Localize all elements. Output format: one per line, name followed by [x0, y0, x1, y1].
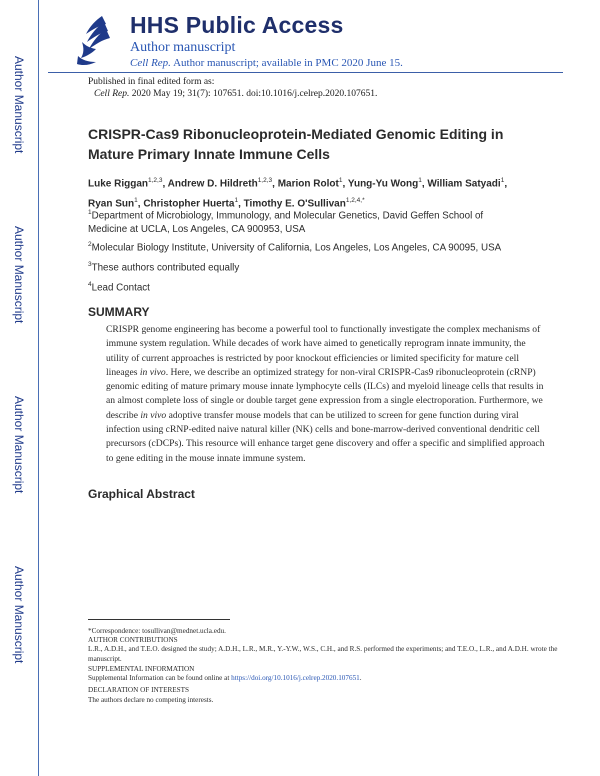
- summary-heading: SUMMARY: [88, 305, 150, 319]
- author: Timothy E. O'Sullivan: [243, 198, 346, 210]
- supplemental-heading: SUPPLEMENTAL INFORMATION: [88, 665, 195, 673]
- affiliation-2: $^2$Molecular Biology Institute, University of California, Los Angeles, Los Angeles, CA 90095, USA: [88, 241, 502, 254]
- side-banner-label-3: Author Manuscript: [12, 396, 26, 494]
- author: Marion Rolot: [277, 178, 339, 190]
- author-list: Luke Riggan$^{1,2,3}$, Andrew D. Hildreth$^{1,2,3}$, Marion Rolot$^1$, Yung-Yu Wong$^1$, William Satyadi$^1$, Ryan Sun$^1$, Christopher Huerta$^1$, Timothy E. O'Sullivan$^{1,2,4,*}$: [88, 177, 508, 210]
- affiliation-4: $^4$Lead Contact: [88, 281, 150, 294]
- availability-line: [130, 57, 403, 69]
- doi-link[interactable]: https://doi.org/10.1016/j.celrep.2020.107651: [231, 674, 360, 682]
- journal-name: Cell Rep.: [130, 57, 171, 69]
- contributions-text: L.R., A.D.H., and T.E.O. designed the study; A.D.H., L.R., M.R., Y.-Y.W., W.S., C.H., and R.S. performed the experiments; and T.E.O., L.R., and A.D.H. wrote the manuscript.: [88, 645, 558, 663]
- author-manuscript-subtitle: Author manuscript: [130, 40, 236, 55]
- correspondence-note: *Correspondence: tosullivan@mednet.ucla.edu.: [88, 627, 226, 635]
- author: Luke Riggan: [88, 178, 149, 190]
- supplemental-text: Supplemental Information can be found online at https://doi.org/10.1016/j.celrep.2020.107651.: [88, 674, 362, 682]
- summary-text: CRISPR genome engineering has become a powerful tool to functionally investigate the complex mechanisms of immune system regulation. While decades of work have aimed to genetically reprogram innate immunity, the utility of current approaches is restricted by poor knockout efficiencies or limited specificity for mature cell lineages in vivo. Here, we describe an optimized strategy for non-viral CRISPR-Cas9 ribonucleoprotein (cRNP) genomic editing of mature primary mouse innate lymphocyte cells (ILCs) and myeloid lineage cells that results in an almost complete loss of single or double target gene expression from a single electroporation. Furthermore, we describe in vivo adoptive transfer mouse models that can be utilized to screen for gene function during viral infection using cRNP-edited naive natural killer (NK) cells and bone-marrow-derived conventional dendritic cell precursors (cDCPs). This resource will enhance target gene discovery and offer a specific and simplified approach to gene editing in the mouse innate immune system.: [106, 324, 545, 464]
- citation-text: 2020 May 19; 31(7): 107651. doi:10.1016/j.celrep.2020.107651.: [129, 89, 378, 99]
- header-rule: [48, 72, 563, 73]
- side-banner-label-1: Author Manuscript: [12, 56, 26, 154]
- affiliation-1: $^1$Department of Microbiology, Immunology, and Molecular Genetics, David Geffen School of Medicine at UCLA, Los Angeles, CA 900953, USA: [88, 209, 484, 236]
- hhs-eagle-logo-icon: [72, 12, 116, 68]
- side-banner-rule: [38, 0, 39, 776]
- side-banner-label-2: Author Manuscript: [12, 226, 26, 324]
- author: Ryan Sun: [88, 198, 135, 210]
- author: William Satyadi: [427, 178, 501, 190]
- availability-text: Author manuscript; available in PMC 2020 June 15.: [170, 57, 403, 69]
- citation-line: [94, 89, 377, 99]
- declaration-text: The authors declare no competing interests.: [88, 696, 214, 704]
- citation-journal: Cell Rep.: [94, 89, 130, 99]
- author: Andrew D. Hildreth: [167, 178, 258, 190]
- article-title: CRISPR-Cas9 Ribonucleoprotein-Mediated Genomic Editing in Mature Primary Innate Immune Cells: [88, 126, 504, 162]
- author: Christopher Huerta: [143, 198, 235, 210]
- published-line: Published in final edited form as:: [88, 77, 215, 87]
- affiliation-3: $^3$These authors contributed equally: [88, 261, 240, 274]
- side-banner-label-4: Author Manuscript: [12, 566, 26, 664]
- contributions-heading: AUTHOR CONTRIBUTIONS: [88, 636, 178, 644]
- author: Yung-Yu Wong: [347, 178, 419, 190]
- hhs-title: HHS Public Access: [130, 12, 344, 38]
- footnote-rule: [88, 619, 230, 620]
- graphical-abstract-heading: Graphical Abstract: [88, 487, 195, 501]
- declaration-heading: DECLARATION OF INTERESTS: [88, 686, 190, 694]
